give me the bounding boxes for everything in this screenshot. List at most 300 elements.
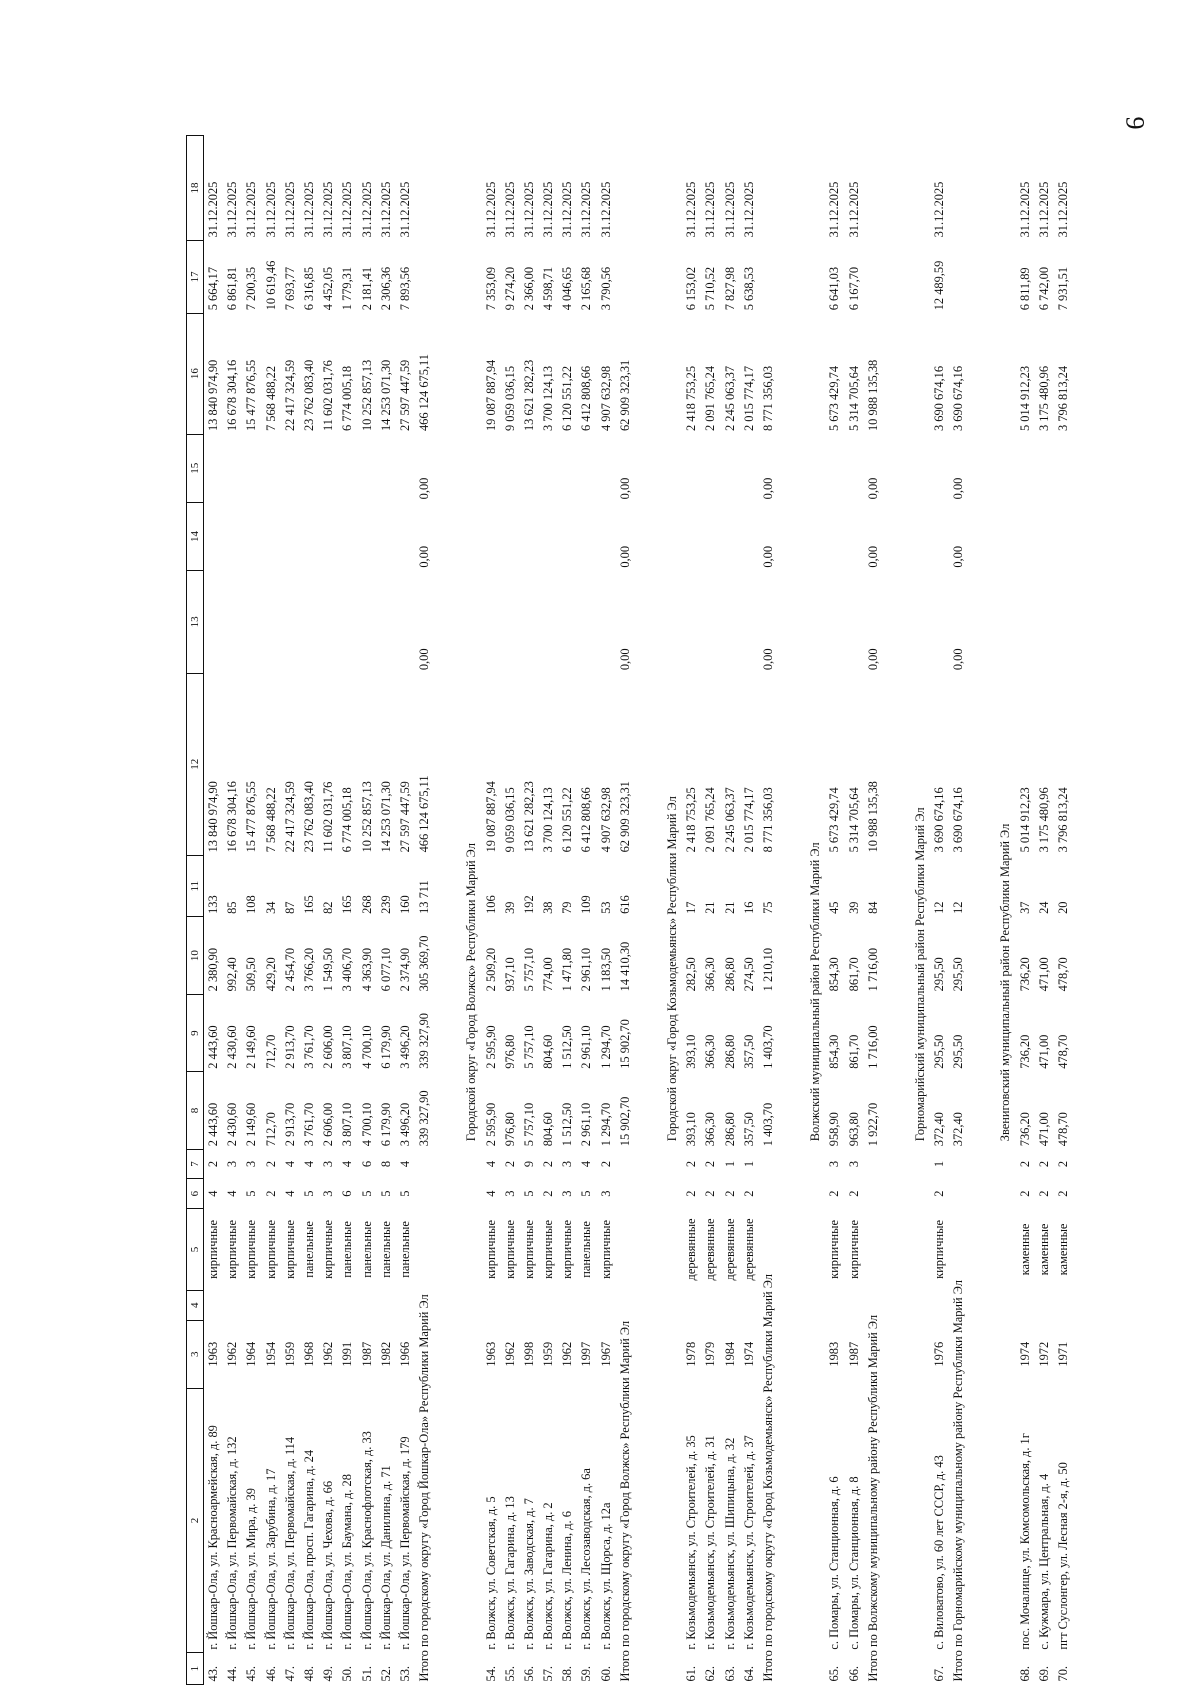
cell-col-16: 19 087 887,94 (483, 359, 498, 432)
spacer-cell (778, 136, 806, 1685)
cell-col-18: 31.12.2025 (502, 181, 517, 238)
cell-col-1: 66. (846, 1666, 861, 1682)
cell-col-17: 7 931,51 (1056, 266, 1071, 311)
cell-col-4 (396, 1290, 415, 1320)
cell-col-6: 3 (560, 1190, 575, 1197)
cell-col-1: 58. (560, 1666, 575, 1682)
cell-col-16: 14 253 071,30 (378, 359, 393, 432)
cell-col-15 (539, 434, 558, 502)
cell-col-3: 1971 (1056, 1341, 1071, 1367)
cell-col-10: 366,30 (703, 957, 718, 992)
cell-col-11: 268 (359, 895, 374, 914)
cell-col-1: 68. (1017, 1666, 1032, 1682)
cell-col-12: 3 175 480,96 (1036, 787, 1051, 853)
total-s15: 0,00 (865, 477, 880, 500)
cell-col-12: 2 091 765,24 (703, 787, 718, 853)
cell-col-10: 3 766,20 (302, 947, 317, 992)
spacer-cell (635, 136, 663, 1685)
cell-col-7: 4 (397, 1160, 412, 1168)
total-p11: 75 (760, 901, 775, 914)
cell-col-9: 2 149,60 (244, 1025, 259, 1069)
cell-col-7: 4 (340, 1160, 355, 1168)
cell-col-15 (396, 434, 415, 502)
table-row (558, 136, 577, 1685)
cell-col-15 (281, 434, 300, 502)
cell-col-3: 1954 (263, 1341, 278, 1367)
cell-col-6: 2 (741, 1190, 756, 1197)
cell-col-9: 2 595,90 (483, 1025, 498, 1069)
cell-col-1: 43. (204, 1653, 224, 1685)
cell-col-8: 357,50 (741, 1112, 756, 1147)
cell-col-1: 49. (321, 1666, 336, 1682)
table-row (825, 136, 844, 1685)
cell-col-3: 1963 (483, 1341, 498, 1367)
total-s15: 0,00 (417, 477, 432, 500)
cell-col-16: 3 700 124,13 (541, 365, 556, 432)
cell-col-17: 2 306,36 (378, 266, 393, 311)
cell-col-11: 34 (263, 901, 278, 914)
cell-col-6: 5 (244, 1190, 259, 1197)
cell-col-9: 1 512,50 (560, 1025, 575, 1069)
cell-col-6: 2 (703, 1190, 718, 1197)
total-a9: 1 716,00 (865, 1025, 880, 1069)
cell-col-18: 31.12.2025 (684, 181, 699, 238)
cell-col-10: 478,70 (1056, 957, 1071, 992)
cell-col-3: 1974 (1017, 1341, 1032, 1367)
total-s13: 0,00 (760, 648, 775, 671)
cell-col-14 (740, 502, 759, 570)
cell-col-12: 5 673 429,74 (827, 787, 842, 853)
table-body (204, 136, 1074, 1685)
cell-col-18: 31.12.2025 (541, 181, 556, 238)
cell-col-10: 1 183,50 (598, 947, 613, 992)
column-header-2: 2 (187, 1388, 204, 1652)
cell-col-3: 1979 (703, 1341, 718, 1367)
total-s12: 62 909 323,31 (617, 781, 632, 853)
cell-col-9: 1 294,70 (598, 1025, 613, 1069)
group-title-row (996, 136, 1015, 1685)
group-title: Горномарийский муниципальный район Республики Марий Эл (912, 807, 927, 1142)
cell-col-17: 12 489,59 (932, 260, 947, 311)
cell-col-10: 5 757,10 (521, 947, 536, 992)
cell-col-9: 5 757,10 (521, 1025, 536, 1069)
table-row (262, 136, 281, 1685)
cell-col-13 (825, 571, 844, 674)
total-s16: 62 909 323,31 (617, 359, 632, 432)
spacer-row (968, 136, 996, 1685)
cell-col-6: 6 (340, 1190, 355, 1197)
cell-col-4 (740, 1290, 759, 1320)
cell-col-4 (338, 1290, 357, 1320)
cell-col-3: 1978 (684, 1341, 699, 1367)
cell-col-1: 52. (378, 1666, 393, 1682)
cell-col-3: 1959 (282, 1341, 297, 1367)
cell-col-11: 87 (282, 901, 297, 914)
cell-col-3: 1962 (321, 1341, 336, 1367)
total-s12: 466 124 675,11 (417, 775, 432, 853)
total-s16: 466 124 675,11 (417, 354, 432, 432)
group-title-row (806, 136, 825, 1685)
cell-col-18: 31.12.2025 (521, 181, 536, 238)
cell-col-7: 2 (541, 1160, 556, 1168)
group-title: Городской округ «Город Козьмодемьянск» Республики Марий Эл (665, 796, 680, 1142)
cell-col-14 (358, 502, 377, 570)
cell-col-4 (1016, 1290, 1035, 1320)
total-empty-17 (759, 240, 778, 313)
column-header-8: 8 (187, 1072, 204, 1149)
cell-col-17: 6 861,81 (225, 266, 240, 311)
cell-col-5: кирпичные (321, 1220, 336, 1279)
cell-col-6: 4 (282, 1190, 297, 1197)
cell-col-14 (825, 502, 844, 570)
table-row (740, 136, 759, 1685)
cell-col-7: 6 (359, 1160, 374, 1168)
cell-col-13 (682, 571, 701, 674)
cell-col-5: кирпичные (521, 1220, 536, 1279)
cell-col-14 (844, 502, 863, 570)
cell-col-11: 165 (340, 895, 355, 914)
total-a10: 14 410,30 (617, 941, 632, 992)
cell-col-2: г. Волжск, ул. Ленина, д. 6 (560, 1511, 575, 1650)
spacer-row (778, 136, 806, 1685)
cell-col-7: 4 (302, 1160, 317, 1168)
cell-col-6: 2 (722, 1190, 737, 1197)
cell-col-9: 478,70 (1056, 1034, 1071, 1069)
cell-col-10: 736,20 (1017, 957, 1032, 992)
cell-col-13 (1054, 571, 1073, 674)
cell-col-7: 2 (703, 1160, 718, 1168)
cell-col-3: 1967 (598, 1341, 613, 1367)
cell-col-16: 5 314 705,64 (846, 365, 861, 432)
cell-col-5: панельные (340, 1221, 355, 1278)
cell-col-6: 2 (846, 1190, 861, 1197)
cell-col-10: 295,50 (932, 957, 947, 992)
total-s13: 0,00 (417, 648, 432, 671)
group-title-row (462, 136, 481, 1685)
cell-col-10: 429,20 (263, 957, 278, 992)
column-header-16: 16 (187, 313, 204, 434)
cell-col-13 (242, 571, 261, 674)
cell-col-10: 992,40 (225, 957, 240, 992)
cell-col-4 (721, 1290, 740, 1320)
cell-col-18: 31.12.2025 (703, 181, 718, 238)
cell-col-15 (825, 434, 844, 502)
table-row (204, 136, 224, 1685)
total-p11: 12 (951, 901, 966, 914)
total-a10: 295,50 (951, 957, 966, 992)
cell-col-9: 2 443,60 (204, 994, 224, 1071)
cell-col-12: 6 120 551,22 (560, 787, 575, 853)
cell-col-6: 5 (302, 1190, 317, 1197)
total-s15: 0,00 (951, 477, 966, 500)
cell-col-11: 37 (1017, 901, 1032, 914)
cell-col-13 (319, 571, 338, 674)
cell-col-4 (1054, 1290, 1073, 1320)
cell-col-1: 47. (282, 1666, 297, 1682)
total-a9: 1 403,70 (760, 1025, 775, 1069)
cell-col-11: 165 (302, 895, 317, 914)
cell-col-6: 4 (225, 1190, 240, 1197)
cell-col-3: 1983 (827, 1341, 842, 1367)
cell-col-1: 53. (397, 1666, 412, 1682)
cell-col-7: 2 (598, 1160, 613, 1168)
cell-col-9: 736,20 (1017, 1034, 1032, 1069)
cell-col-2: г. Козьмодемьянск, ул. Шипицына, д. 32 (722, 1437, 737, 1650)
cell-col-7: 3 (560, 1160, 575, 1168)
cell-col-2: г. Йошкар-Ола, ул. Данилина, д. 71 (378, 1465, 393, 1650)
cell-col-15 (1054, 434, 1073, 502)
cell-col-18: 31.12.2025 (932, 181, 947, 238)
cell-col-16: 5 673 429,74 (827, 365, 842, 432)
table-row (1054, 136, 1073, 1685)
cell-col-14 (558, 502, 577, 570)
cell-col-16: 11 602 031,76 (321, 360, 336, 432)
cell-col-18: 31.12.2025 (827, 181, 842, 238)
cell-col-16: 2 418 753,25 (684, 365, 699, 432)
column-header-18: 18 (187, 136, 204, 241)
cell-col-8: 958,90 (827, 1112, 842, 1147)
cell-col-16: 5 014 912,23 (1017, 365, 1032, 432)
cell-col-5: кирпичные (598, 1220, 613, 1279)
spacer-cell (883, 136, 911, 1685)
cell-col-8: 366,30 (703, 1112, 718, 1147)
cell-col-17: 6 316,85 (302, 266, 317, 311)
cell-col-3: 1959 (541, 1341, 556, 1367)
cell-col-1: 50. (340, 1666, 355, 1682)
cell-col-17: 5 710,52 (703, 266, 718, 311)
cell-col-10: 3 406,70 (340, 947, 355, 992)
cell-col-1: 64. (741, 1666, 756, 1682)
cell-col-9: 3 807,10 (340, 1025, 355, 1069)
housing-register-sheet (186, 135, 1071, 1685)
group-title-pad (663, 1149, 682, 1684)
cell-col-3: 1972 (1036, 1341, 1051, 1367)
cell-col-11: 82 (321, 901, 336, 914)
cell-col-2: с. Помары, ул. Станционная, д. 6 (827, 1476, 842, 1650)
cell-col-2: г. Козьмодемьянск, ул. Строителей, д. 35 (684, 1435, 699, 1650)
cell-col-17: 2 181,41 (359, 266, 374, 311)
cell-col-2: г. Козьмодемьянск, ул. Строителей, д. 31 (703, 1435, 718, 1650)
cell-col-4 (682, 1290, 701, 1320)
cell-col-2: г. Волжск, ул. Гагарина, д. 13 (502, 1496, 517, 1650)
total-a8: 1 403,70 (760, 1102, 775, 1147)
cell-col-5: кирпичные (244, 1220, 259, 1279)
cell-col-12: 5 014 912,23 (1017, 787, 1032, 853)
total-empty-18 (949, 136, 968, 241)
total-a8: 1 922,70 (865, 1102, 880, 1147)
cell-col-15 (597, 434, 616, 502)
cell-col-14 (377, 502, 396, 570)
cell-col-2: г. Йошкар-Ола, ул. Первомайская, д. 179 (397, 1436, 412, 1650)
cell-col-9: 286,80 (722, 1034, 737, 1069)
cell-col-4 (300, 1290, 319, 1320)
cell-col-15 (377, 434, 396, 502)
cell-col-7: 4 (579, 1160, 594, 1168)
total-s16: 3 690 674,16 (951, 365, 966, 432)
cell-col-16: 6 774 005,18 (340, 365, 355, 432)
cell-col-2: г. Йошкар-Ола, ул. Краснофлотская, д. 33 (359, 1431, 374, 1650)
cell-col-5: деревянные (741, 1218, 756, 1281)
cell-col-18: 31.12.2025 (598, 181, 613, 238)
cell-col-8: 3 807,10 (340, 1102, 355, 1147)
cell-col-15 (481, 434, 500, 502)
cell-col-10: 286,80 (722, 957, 737, 992)
column-header-4: 4 (187, 1290, 204, 1320)
cell-col-12: 3 690 674,16 (932, 787, 947, 853)
cell-col-14 (396, 502, 415, 570)
cell-col-13 (721, 571, 740, 674)
cell-col-13 (844, 571, 863, 674)
cell-col-5: панельные (378, 1221, 393, 1278)
group-title: Звениговский муниципальный район Республики Марий Эл (998, 823, 1013, 1142)
cell-col-11: 192 (521, 895, 536, 914)
spacer-row (434, 136, 462, 1685)
cell-col-14 (262, 502, 281, 570)
cell-col-11: 106 (483, 895, 498, 914)
cell-col-17: 5 638,53 (741, 266, 756, 311)
cell-col-7: 2 (684, 1160, 699, 1168)
cell-col-3: 1991 (340, 1341, 355, 1367)
cell-col-14 (701, 502, 720, 570)
cell-col-12: 6 774 005,18 (340, 787, 355, 853)
cell-col-12: 2 418 753,25 (684, 787, 699, 853)
cell-col-10: 861,70 (846, 957, 861, 992)
cell-col-3: 1982 (378, 1341, 393, 1367)
cell-col-14 (682, 502, 701, 570)
cell-col-2: г. Козьмодемьянск, ул. Строителей, д. 37 (741, 1435, 756, 1650)
group-title-pad (806, 1149, 825, 1684)
cell-col-5: кирпичные (263, 1220, 278, 1279)
cell-col-11: 38 (541, 901, 556, 914)
cell-col-12: 27 597 447,59 (397, 781, 412, 853)
cell-col-14 (1035, 502, 1054, 570)
cell-col-13 (1035, 571, 1054, 674)
cell-col-13 (1016, 571, 1035, 674)
cell-col-14 (204, 502, 224, 570)
cell-col-15 (740, 434, 759, 502)
cell-col-2: г. Йошкар-Ола, ул. Мира, д. 39 (244, 1488, 259, 1650)
table-row (539, 136, 558, 1685)
cell-col-12: 7 568 488,22 (263, 787, 278, 853)
cell-col-5: кирпичные (502, 1220, 517, 1279)
cell-col-6: 2 (541, 1190, 556, 1197)
total-s15: 0,00 (617, 477, 632, 500)
cell-col-13 (396, 571, 415, 674)
cell-col-17: 7 353,09 (483, 266, 498, 311)
cell-col-15 (682, 434, 701, 502)
cell-col-6: 2 (827, 1190, 842, 1197)
cell-col-4 (539, 1290, 558, 1320)
cell-col-2: г. Йошкар-Ола, ул. Первомайская, д. 132 (225, 1436, 240, 1650)
cell-col-6: 5 (378, 1190, 393, 1197)
cell-col-1: 55. (502, 1666, 517, 1682)
table-row (721, 136, 740, 1685)
cell-col-1: 65. (827, 1666, 842, 1682)
total-s13: 0,00 (951, 648, 966, 671)
cell-col-5: панельные (359, 1221, 374, 1278)
cell-col-5: панельные (579, 1221, 594, 1278)
cell-col-11: 53 (598, 901, 613, 914)
cell-col-7: 2 (1056, 1160, 1071, 1168)
cell-col-13 (539, 571, 558, 674)
cell-col-16: 6 412 808,66 (579, 365, 594, 432)
cell-col-7: 3 (244, 1160, 259, 1168)
cell-col-9: 2 430,60 (225, 1025, 240, 1069)
cell-col-13 (204, 571, 224, 674)
cell-col-1: 70. (1056, 1666, 1071, 1682)
cell-col-8: 712,70 (263, 1112, 278, 1147)
cell-col-13 (481, 571, 500, 674)
column-header-3: 3 (187, 1320, 204, 1388)
cell-col-3: 1987 (846, 1341, 861, 1367)
cell-col-12: 3 796 813,24 (1056, 787, 1071, 853)
cell-col-10: 509,50 (244, 957, 259, 992)
cell-col-9: 366,30 (703, 1034, 718, 1069)
column-header-11: 11 (187, 855, 204, 917)
table-row (701, 136, 720, 1685)
cell-col-16: 15 477 876,55 (244, 359, 259, 432)
cell-col-7: 2 (1036, 1160, 1051, 1168)
cell-col-14 (242, 502, 261, 570)
cell-col-3: 1963 (204, 1320, 224, 1388)
cell-col-7: 2 (263, 1160, 278, 1168)
column-header-6: 6 (187, 1179, 204, 1209)
cell-col-18: 31.12.2025 (483, 181, 498, 238)
cell-col-17: 9 274,20 (502, 266, 517, 311)
cell-col-11: 133 (204, 855, 224, 917)
cell-col-16: 2 091 765,24 (703, 365, 718, 432)
cell-col-7: 2 (204, 1149, 224, 1179)
cell-col-18: 31.12.2025 (397, 181, 412, 238)
cell-col-17: 4 452,05 (321, 266, 336, 311)
cell-col-13 (300, 571, 319, 674)
cell-col-2: г. Йошкар-Ола, ул. Первомайская, д. 114 (282, 1436, 297, 1650)
cell-col-6: 4 (483, 1190, 498, 1197)
cell-col-6: 3 (598, 1190, 613, 1197)
total-s13: 0,00 (865, 648, 880, 671)
table-row (300, 136, 319, 1685)
group-title-pad (996, 1149, 1015, 1684)
cell-col-12: 16 678 304,16 (225, 781, 240, 853)
column-header-1: 1 (187, 1653, 204, 1685)
cell-col-17: 7 693,77 (282, 266, 297, 311)
table-row (682, 136, 701, 1685)
cell-col-12: 2 015 774,17 (741, 787, 756, 853)
cell-col-5: панельные (397, 1221, 412, 1278)
table-row (577, 136, 596, 1685)
cell-col-7: 3 (321, 1160, 336, 1168)
cell-col-15 (930, 434, 949, 502)
cell-col-15 (300, 434, 319, 502)
cell-col-13 (520, 571, 539, 674)
cell-col-13 (577, 571, 596, 674)
cell-col-2: с. Кужмара, ул. Центральная, д. 4 (1036, 1473, 1051, 1650)
table-row (481, 136, 500, 1685)
cell-col-16: 22 417 324,59 (282, 359, 297, 432)
cell-col-12: 13 621 282,23 (521, 781, 536, 853)
cell-col-3: 1962 (502, 1341, 517, 1367)
total-label: Итого по городскому округу «Город Йошкар-Ола» Республики Марий Эл (417, 1294, 432, 1682)
group-title-row (911, 136, 930, 1685)
cell-col-17: 6 167,70 (846, 266, 861, 311)
cell-col-16: 13 621 282,23 (521, 359, 536, 432)
table-row (1035, 136, 1054, 1685)
cell-col-17: 6 153,02 (684, 266, 699, 311)
cell-col-8: 2 149,60 (244, 1102, 259, 1147)
cell-col-3: 1962 (225, 1341, 240, 1367)
table-row (930, 136, 949, 1685)
page-number: 9 (1120, 116, 1150, 130)
